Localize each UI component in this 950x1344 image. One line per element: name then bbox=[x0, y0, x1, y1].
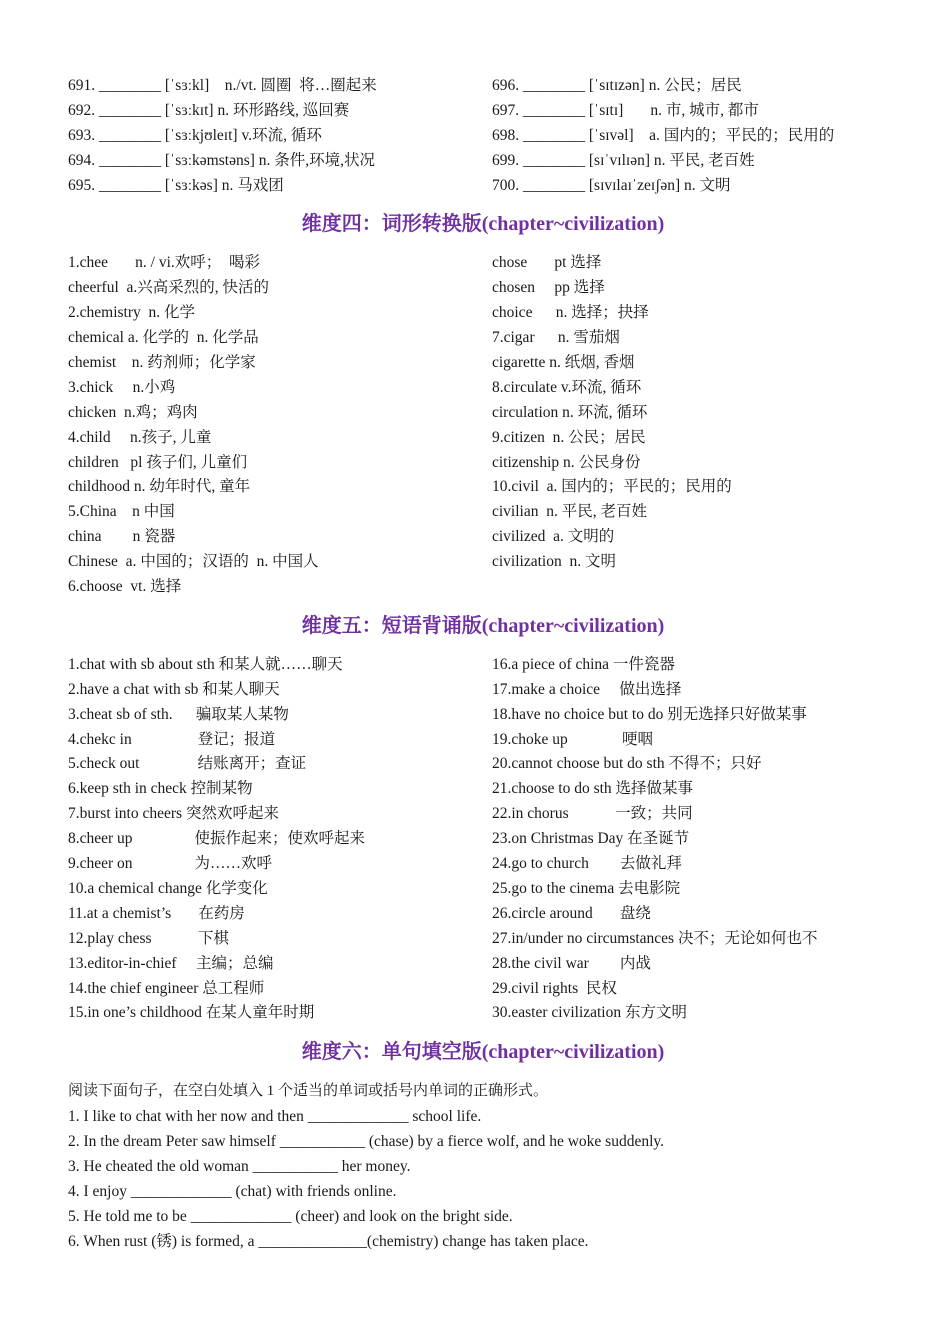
list-item: 2.have a chat with sb 和某人聊天 bbox=[68, 680, 280, 698]
list-item: Chinese a. 中国的；汉语的 n. 中国人 bbox=[68, 553, 319, 571]
list-item: 12.play chess 下棋 bbox=[68, 929, 230, 947]
vocab-item: 697. ________ [ˈsɪtɪ] n. 市, 城市, 都市 bbox=[492, 101, 759, 119]
list-item: 6.choose vt. 选择 bbox=[68, 578, 182, 596]
list-item: children pl 孩子们, 儿童们 bbox=[68, 453, 248, 471]
list-item: chose pt 选择 bbox=[492, 254, 602, 272]
vocab-item: 691. ________ [ˈsɜːkl] n./vt. 圆圈 将…圈起来 bbox=[68, 77, 377, 94]
list-item: 8.cheer up 使振作起来；使欢呼起来 bbox=[68, 830, 366, 848]
list-item: 5.China n 中国 bbox=[68, 503, 175, 521]
list-item: 13.editor-in-chief 主编；总编 bbox=[68, 954, 274, 972]
vocab-item: 693. ________ [ˈsɜːkjʊleɪt] v.环流, 循环 bbox=[68, 126, 322, 144]
list-item: 17.make a choice 做出选择 bbox=[492, 680, 682, 698]
phrases-left-column bbox=[68, 653, 492, 1026]
phrases-right-column bbox=[492, 653, 898, 1026]
vocab-left-column bbox=[68, 74, 492, 198]
sentence-item: 4. I enjoy _____________ (chat) with friends online. bbox=[68, 1183, 397, 1201]
list-item: cheerful a.兴高采烈的, 快活的 bbox=[68, 279, 270, 297]
list-item: 3.chick n.小鸡 bbox=[68, 378, 176, 396]
word-forms-right-column bbox=[492, 251, 898, 599]
list-item: 20.cannot choose but do sth 不得不；只好 bbox=[492, 755, 762, 773]
list-item: 9.citizen n. 公民；居民 bbox=[492, 428, 646, 446]
vocab-item: 696. ________ [ˈsɪtɪzən] n. 公民；居民 bbox=[492, 77, 742, 94]
list-item: chosen pp 选择 bbox=[492, 279, 605, 297]
list-item: 18.have no choice but to do 别无选择只好做某事 bbox=[492, 705, 807, 723]
list-item: 7.burst into cheers 突然欢呼起来 bbox=[68, 805, 279, 823]
list-item: 10.a chemical change 化学变化 bbox=[68, 879, 268, 897]
section-title-phrases: 维度五：短语背诵版(chapter~civilization) bbox=[301, 614, 665, 637]
fill-blanks-section bbox=[68, 1079, 898, 1254]
vocab-item: 699. ________ [sɪˈvɪlɪən] n. 平民, 老百姓 bbox=[492, 151, 755, 169]
list-item: 1.chee n. / vi.欢呼； 喝彩 bbox=[68, 254, 261, 272]
list-item: 14.the chief engineer 总工程师 bbox=[68, 979, 265, 997]
list-item: chicken n.鸡；鸡肉 bbox=[68, 403, 198, 421]
list-item: 25.go to the cinema 去电影院 bbox=[492, 879, 681, 897]
phrases-list bbox=[68, 653, 898, 1026]
list-item: 30.easter civilization 东方文明 bbox=[492, 1004, 687, 1022]
list-item: 26.circle around 盘绕 bbox=[492, 904, 651, 922]
vocab-list bbox=[68, 74, 898, 198]
worksheet-page bbox=[68, 74, 898, 1254]
list-item: citizenship n. 公民身份 bbox=[492, 453, 641, 471]
list-item: circulation n. 环流, 循环 bbox=[492, 403, 648, 421]
list-item: 24.go to church 去做礼拜 bbox=[492, 855, 682, 873]
list-item: 22.in chorus 一致；共同 bbox=[492, 805, 693, 823]
list-item: 28.the civil war 内战 bbox=[492, 954, 651, 972]
list-item: 2.chemistry n. 化学 bbox=[68, 304, 195, 322]
list-item: chemical a. 化学的 n. 化学品 bbox=[68, 329, 259, 347]
list-item: 9.cheer on 为……欢呼 bbox=[68, 855, 273, 873]
list-item: civilian n. 平民, 老百姓 bbox=[492, 503, 647, 521]
sentence-item: 1. I like to chat with her now and then _____________ school life. bbox=[68, 1108, 482, 1126]
list-item: 21.choose to do sth 选择做某事 bbox=[492, 780, 694, 798]
list-item: civilization n. 文明 bbox=[492, 553, 616, 571]
section-title-fill-blanks: 维度六：单句填空版(chapter~civilization) bbox=[301, 1041, 665, 1064]
word-forms-left-column bbox=[68, 251, 492, 599]
list-item: 23.on Christmas Day 在圣诞节 bbox=[492, 830, 690, 848]
list-item: civilized a. 文明的 bbox=[492, 528, 615, 546]
sentence-item: 5. He told me to be _____________ (cheer) and look on the bright side. bbox=[68, 1208, 513, 1226]
vocab-item: 694. ________ [ˈsɜːkəmstəns] n. 条件,环境,状况 bbox=[68, 151, 376, 169]
vocab-item: 700. ________ [sɪvɪlaɪˈzeɪʃən] n. 文明 bbox=[492, 176, 731, 194]
list-item: 5.check out 结账离开；查证 bbox=[68, 755, 307, 773]
list-item: 10.civil a. 国内的；平民的；民用的 bbox=[492, 478, 732, 496]
list-item: 19.choke up 哽咽 bbox=[492, 730, 654, 748]
list-item: 7.cigar n. 雪茄烟 bbox=[492, 329, 620, 347]
instruction-text: 阅读下面句子，在空白处填入 1 个适当的单词或括号内单词的正确形式。 bbox=[68, 1083, 549, 1100]
list-item: 15.in one’s childhood 在某人童年时期 bbox=[68, 1004, 315, 1022]
list-item: 8.circulate v.环流, 循环 bbox=[492, 378, 642, 396]
list-item: 4.child n.孩子, 儿童 bbox=[68, 428, 212, 446]
list-item: 11.at a chemist’s 在药房 bbox=[68, 904, 245, 922]
sentence-item: 3. He cheated the old woman ___________ her money. bbox=[68, 1158, 411, 1176]
section-title-word-forms: 维度四：词形转换版(chapter~civilization) bbox=[301, 213, 665, 236]
vocab-item: 698. ________ [ˈsɪvəl] a. 国内的；平民的；民用的 bbox=[492, 126, 835, 144]
vocab-right-column bbox=[492, 74, 898, 198]
sentence-item: 2. In the dream Peter saw himself ___________ (chase) by a fierce wolf, and he woke suddenly. bbox=[68, 1133, 664, 1151]
list-item: 4.chekc in 登记；报道 bbox=[68, 730, 276, 748]
list-item: chemist n. 药剂师；化学家 bbox=[68, 354, 256, 372]
list-item: 16.a piece of china 一件瓷器 bbox=[492, 655, 675, 673]
list-item: 29.civil rights 民权 bbox=[492, 979, 617, 997]
vocab-item: 692. ________ [ˈsɜːkɪt] n. 环形路线, 巡回赛 bbox=[68, 101, 350, 119]
list-item: china n 瓷器 bbox=[68, 528, 176, 546]
list-item: 3.cheat sb of sth. 骗取某人某物 bbox=[68, 705, 289, 723]
list-item: choice n. 选择；抉择 bbox=[492, 304, 649, 322]
list-item: 6.keep sth in check 控制某物 bbox=[68, 780, 253, 798]
vocab-item: 695. ________ [ˈsɜːkəs] n. 马戏团 bbox=[68, 176, 284, 194]
sentence-item: 6. When rust (锈) is formed, a ______________(chemistry) change has taken place. bbox=[68, 1233, 589, 1251]
list-item: childhood n. 幼年时代, 童年 bbox=[68, 478, 251, 496]
list-item: 27.in/under no circumstances 决不；无论如何也不 bbox=[492, 929, 818, 947]
word-forms-list bbox=[68, 251, 898, 599]
list-item: cigarette n. 纸烟, 香烟 bbox=[492, 354, 635, 372]
list-item: 1.chat with sb about sth 和某人就……聊天 bbox=[68, 655, 343, 673]
